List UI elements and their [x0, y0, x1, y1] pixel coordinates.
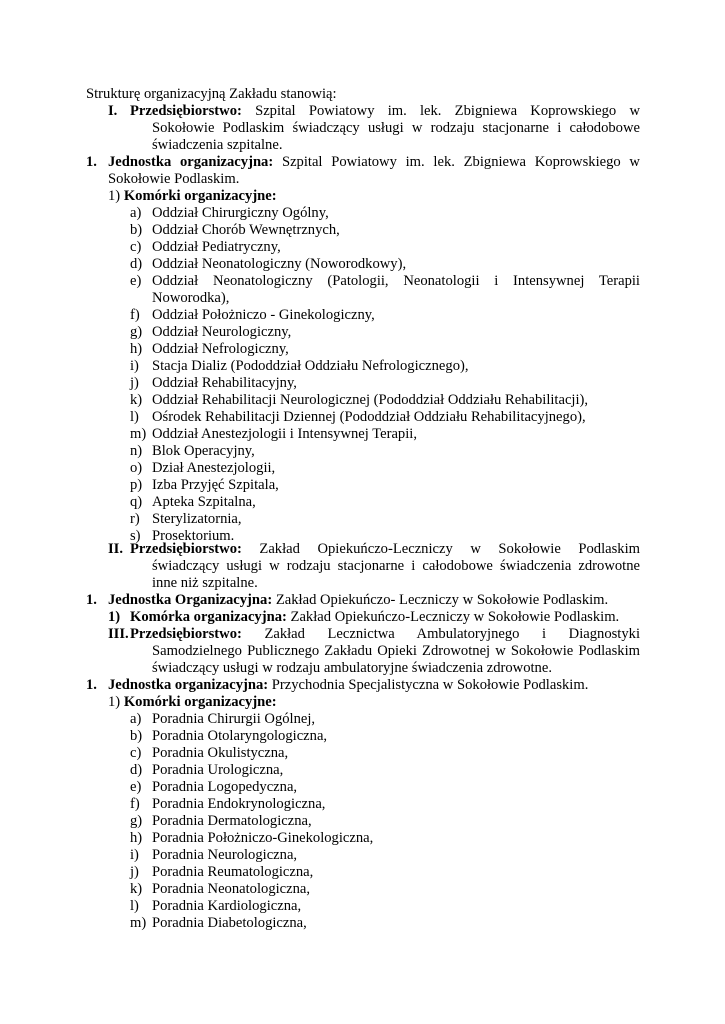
list-item-text: Oddział Nefrologiczny, [152, 341, 289, 357]
unit-2-label: Jednostka Organizacyjna: [108, 592, 273, 608]
list-item-letter: b) [130, 222, 143, 238]
list-item-letter: j) [130, 864, 139, 880]
section-1-roman: I. [108, 103, 118, 119]
list-item-letter: g) [130, 813, 143, 829]
list-item-text: Poradnia Endokrynologiczna, [152, 796, 326, 812]
unit-1-label: Jednostka organizacyjna: [108, 154, 274, 170]
section-2-line-1: Zakład Opiekuńczo-Leczniczy w Sokołowie Podlaskim [259, 541, 640, 557]
list-item-text: Poradnia Neonatologiczna, [152, 881, 311, 897]
unit-1-line-1: Szpital Powiatowy im. lek. Zbigniewa Koprowskiego w [281, 154, 640, 170]
list-item-text: Poradnia Otolaryngologiczna, [152, 728, 328, 744]
list-item-text: Ośrodek Rehabilitacji Dziennej (Pododdział Oddziału Rehabilitacyjnego), [152, 409, 586, 425]
list-item-letter: c) [130, 745, 142, 761]
list-item-letter: n) [130, 443, 143, 459]
list-item-letter: e) [130, 273, 142, 289]
list-item-text: Oddział Rehabilitacji Neurologicznej (Pododdział Oddziału Rehabilitacji), [152, 392, 589, 408]
unit-2-cell-text: Zakład Opiekuńczo-Leczniczy w Sokołowie Podlaskim. [290, 609, 620, 625]
unit-3-heading [108, 677, 588, 694]
list-item-text: Izba Przyjęć Szpitala, [152, 477, 279, 493]
unit-2-cell [130, 609, 619, 626]
list-item-text: Blok Operacyjny, [152, 443, 255, 459]
section-2-line-2: świadczący usługi w rodzaju stacjonarne i całodobowe świadczenia zdrowotne [152, 558, 640, 574]
section-2-heading [130, 541, 640, 558]
unit-3-cells-heading [108, 694, 277, 711]
list-item-letter: g) [130, 324, 143, 340]
unit-1-cells-heading [108, 188, 277, 205]
list-item-text: Poradnia Logopedyczna, [152, 779, 298, 795]
list-item-letter: f) [130, 307, 140, 323]
list-item-text: Oddział Neonatologiczny (Noworodkowy), [152, 256, 407, 272]
unit-1-number: 1. [86, 154, 97, 170]
unit-3-cells-number: 1) [108, 694, 121, 710]
list-item-letter: c) [130, 239, 142, 255]
list-item-letter: j) [130, 375, 139, 391]
list-item-text: Poradnia Kardiologiczna, [152, 898, 302, 914]
list-item-text-continued: Noworodka), [152, 290, 230, 306]
list-item-text: Oddział Pediatryczny, [152, 239, 281, 255]
list-item-text: Prosektorium. [152, 528, 235, 544]
section-1-line-2: Sokołowie Podlaskim świadczący usługi w rodzaju stacjonarne i całodobowe [152, 120, 640, 136]
list-item-letter: m) [130, 426, 147, 442]
list-item-text: Oddział Neurologiczny, [152, 324, 292, 340]
list-item-letter: l) [130, 898, 139, 914]
list-item-letter: e) [130, 779, 142, 795]
section-3-line-1: Zakład Lecznictwa Ambulatoryjnego i Diagnostyki [264, 626, 640, 642]
list-item-text: Poradnia Dermatologiczna, [152, 813, 312, 829]
section-3-heading [130, 626, 640, 643]
list-item-text: Poradnia Neurologiczna, [152, 847, 298, 863]
list-item-text: Poradnia Urologiczna, [152, 762, 284, 778]
list-item-text: Oddział Położniczo - Ginekologiczny, [152, 307, 375, 323]
section-2-roman: II. [108, 541, 124, 557]
unit-3-number: 1. [86, 677, 97, 693]
list-item-letter: i) [130, 358, 139, 374]
unit-3-label: Jednostka organizacyjna: [108, 677, 269, 693]
list-item-text: Oddział Rehabilitacyjny, [152, 375, 297, 391]
list-item-letter: r) [130, 511, 140, 527]
unit-1-cells-number: 1) [108, 188, 121, 204]
intro-text: Strukturę organizacyjną Zakładu stanowią: [86, 86, 337, 102]
list-item-letter: m) [130, 915, 147, 931]
list-item-letter: a) [130, 205, 142, 221]
list-item-letter: i) [130, 847, 139, 863]
unit-2-number: 1. [86, 592, 97, 608]
list-item-text: Oddział Chorób Wewnętrznych, [152, 222, 340, 238]
list-item-text: Sterylizatornia, [152, 511, 242, 527]
unit-2-text: Zakład Opiekuńczo- Leczniczy w Sokołowie Podlaskim. [275, 592, 609, 608]
list-item-text: Oddział Chirurgiczny Ogólny, [152, 205, 329, 221]
list-item-letter: b) [130, 728, 143, 744]
unit-2-cell-label: Komórka organizacyjna: [130, 609, 287, 625]
list-item-letter: d) [130, 256, 143, 272]
list-item-text: Apteka Szpitalna, [152, 494, 256, 510]
list-item-text: Poradnia Okulistyczna, [152, 745, 289, 761]
section-3-line-2: Samodzielnego Publicznego Zakładu Opieki Zdrowotnej w Sokołowie Podlaskim [152, 643, 640, 659]
list-item-text: Poradnia Reumatologiczna, [152, 864, 314, 880]
list-item-letter: q) [130, 494, 143, 510]
list-item-letter: d) [130, 762, 143, 778]
list-item-letter: o) [130, 460, 143, 476]
section-1-label: Przedsiębiorstwo: [130, 103, 242, 119]
list-item-letter: p) [130, 477, 143, 493]
list-item-letter: l) [130, 409, 139, 425]
list-item-text: Oddział Neonatologiczny (Patologii, Neonatologii i Intensywnej Terapii [152, 273, 640, 289]
section-2-label: Przedsiębiorstwo: [130, 541, 242, 557]
section-3-line-3: świadczący usługi w rodzaju ambulatoryjne świadczenia zdrowotne. [152, 660, 552, 676]
section-2-line-3: inne niż szpitalne. [152, 575, 258, 591]
list-item-letter: h) [130, 341, 143, 357]
list-item-text: Oddział Anestezjologii i Intensywnej Terapii, [152, 426, 417, 442]
list-item-letter: s) [130, 528, 141, 544]
unit-2-cell-number: 1) [108, 609, 121, 625]
unit-1-cells-label: Komórki organizacyjne: [123, 188, 277, 204]
unit-3-cells-label: Komórki organizacyjne: [123, 694, 277, 710]
list-item-letter: k) [130, 881, 143, 897]
section-1-line-3: świadczenia szpitalne. [152, 137, 283, 153]
list-item-text: Poradnia Chirurgii Ogólnej, [152, 711, 316, 727]
list-item-letter: k) [130, 392, 143, 408]
unit-1-heading [108, 154, 640, 171]
list-item-text: Dział Anestezjologii, [152, 460, 276, 476]
unit-3-text: Przychodnia Specjalistyczna w Sokołowie Podlaskim. [271, 677, 589, 693]
list-item-text: Stacja Dializ (Pododdział Oddziału Nefrologicznego), [152, 358, 469, 374]
section-1-heading [130, 103, 640, 120]
section-1-line-1: Szpital Powiatowy im. lek. Zbigniewa Koprowskiego w [255, 103, 640, 119]
section-3-roman: III. [108, 626, 129, 642]
list-item-letter: h) [130, 830, 143, 846]
unit-2-heading [108, 592, 608, 609]
list-item-letter: a) [130, 711, 142, 727]
list-item-text: Poradnia Położniczo-Ginekologiczna, [152, 830, 374, 846]
list-item-letter: f) [130, 796, 140, 812]
list-item-text: Poradnia Diabetologiczna, [152, 915, 307, 931]
section-3-label: Przedsiębiorstwo: [130, 626, 242, 642]
unit-1-line-2: Sokołowie Podlaskim. [108, 171, 240, 187]
